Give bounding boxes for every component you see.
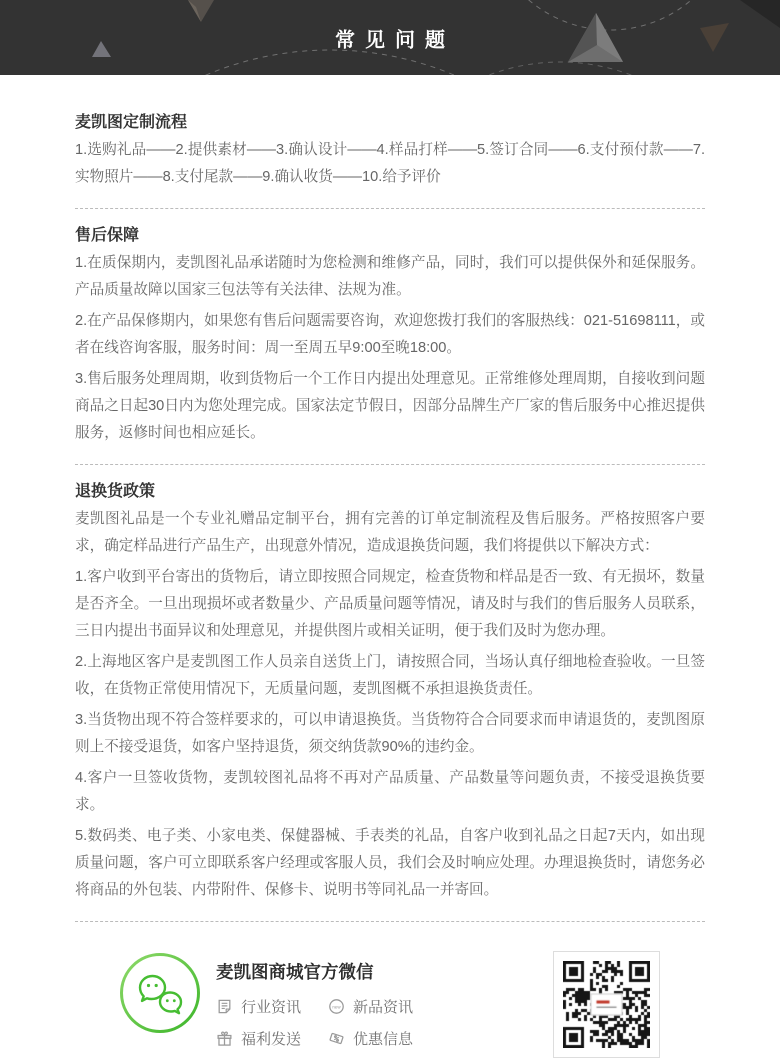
paragraph: 1.在质保期内，麦凯图礼品承诺随时为您检测和维修产品，同时，我们可以提供保外和延保服务。产品质量故障以国家三包法等有关法律、法规为准。 (75, 255, 705, 298)
footer-item-discount-info (328, 1028, 413, 1049)
section-heading: 售后保障 (75, 227, 140, 244)
paragraph: 1.选购礼品——2.提供素材——3.确认设计——4.样品打样——5.签订合同——6.支付预付款——7.实物照片——8.支付尾款——9.确认收货——10.给予评价 (75, 142, 705, 185)
paragraph: 3.售后服务处理周期，收到货物后一个工作日内提出处理意见。正常维修处理周期，自接收到问题商品之日起30日内为您处理完成。国家法定节假日，因部分品牌生产厂家的售后服务中心推迟提供服务，返修时间也相应延长。 (75, 371, 705, 441)
footer-item-label: 行业资讯 (241, 999, 302, 1016)
paragraph: 2.上海地区客户是麦凯图工作人员亲自送货上门，请按照合同，当场认真仔细地检查验收。一旦签收，在货物正常使用情况下，无质量问题，麦凯图概不承担退换货责任。 (75, 654, 705, 697)
dashed-divider (75, 464, 705, 465)
paragraph: 4.客户一旦签收货物，麦凯较图礼品将不再对产品质量、产品数量等问题负责，不接受退换货要求。 (75, 770, 705, 813)
paragraph: 2.在产品保修期内，如果您有售后问题需要咨询，欢迎您拨打我们的客服热线：021-51698111，或者在线咨询客服，服务时间：周一至周五早9:00至晚18:00。 (75, 313, 705, 356)
section-returns-policy (75, 482, 705, 904)
footer-wechat (0, 939, 780, 1058)
footer-item-label: 福利发送 (241, 1031, 302, 1048)
wechat-account-title: 麦凯图商城官方微信 (216, 962, 374, 982)
wechat-info (216, 951, 413, 1049)
wechat-icon (118, 951, 202, 1035)
section-aftersales (75, 226, 705, 447)
new-badge-icon (328, 998, 345, 1015)
footer-item-welfare (216, 1028, 328, 1049)
footer-item-label: 优惠信息 (353, 1031, 414, 1048)
coupon-icon (328, 1030, 345, 1047)
footer-item-industry-news (216, 996, 328, 1017)
gift-icon (216, 1030, 233, 1047)
qr-code (553, 951, 660, 1058)
wechat-feature-list (216, 996, 413, 1049)
svg-text:new: new (332, 1004, 341, 1010)
page-header (0, 0, 780, 75)
main-content (0, 113, 780, 922)
dashed-divider (75, 208, 705, 209)
footer-item-label: 新品资讯 (353, 999, 414, 1016)
news-doc-icon (216, 998, 233, 1015)
paragraph: 3.当货物出现不符合签样要求的，可以申请退换货。当货物符合合同要求而申请退货的，麦凯图原则上不接受退货，如客户坚持退货，须交纳货款90%的违约金。 (75, 712, 705, 755)
paragraph: 麦凯图礼品是一个专业礼赠品定制平台，拥有完善的订单定制流程及售后服务。严格按照客户要求，确定样品进行产品生产，出现意外情况，造成退换货问题，我们将提供以下解决方式： (75, 511, 705, 554)
page-title: 常见问题 (335, 29, 455, 51)
section-heading: 麦凯图定制流程 (75, 114, 188, 131)
paragraph: 5.数码类、电子类、小家电类、保健器械、手表类的礼品，自客户收到礼品之日起7天内，如出现质量问题，客户可立即联系客户经理或客服人员，我们会及时响应处理。办理退换货时，请您务必将商品的外包装、内带附件、保修卡、说明书等同礼品一并寄回。 (75, 828, 705, 898)
paragraph: 1.客户收到平台寄出的货物后，请立即按照合同规定，检查货物和样品是否一致、有无损坏，数量是否齐全。一旦出现损坏或者数量少、产品质量问题等情况，请及时与我们的售后服务人员联系，三日内提出书面异议和处理意见，并提供图片或相关证明，便于我们及时为您办理。 (75, 569, 705, 639)
dashed-divider (75, 921, 705, 922)
footer-item-new-products (328, 996, 413, 1017)
section-custom-process (75, 113, 705, 191)
section-heading: 退换货政策 (75, 483, 156, 500)
